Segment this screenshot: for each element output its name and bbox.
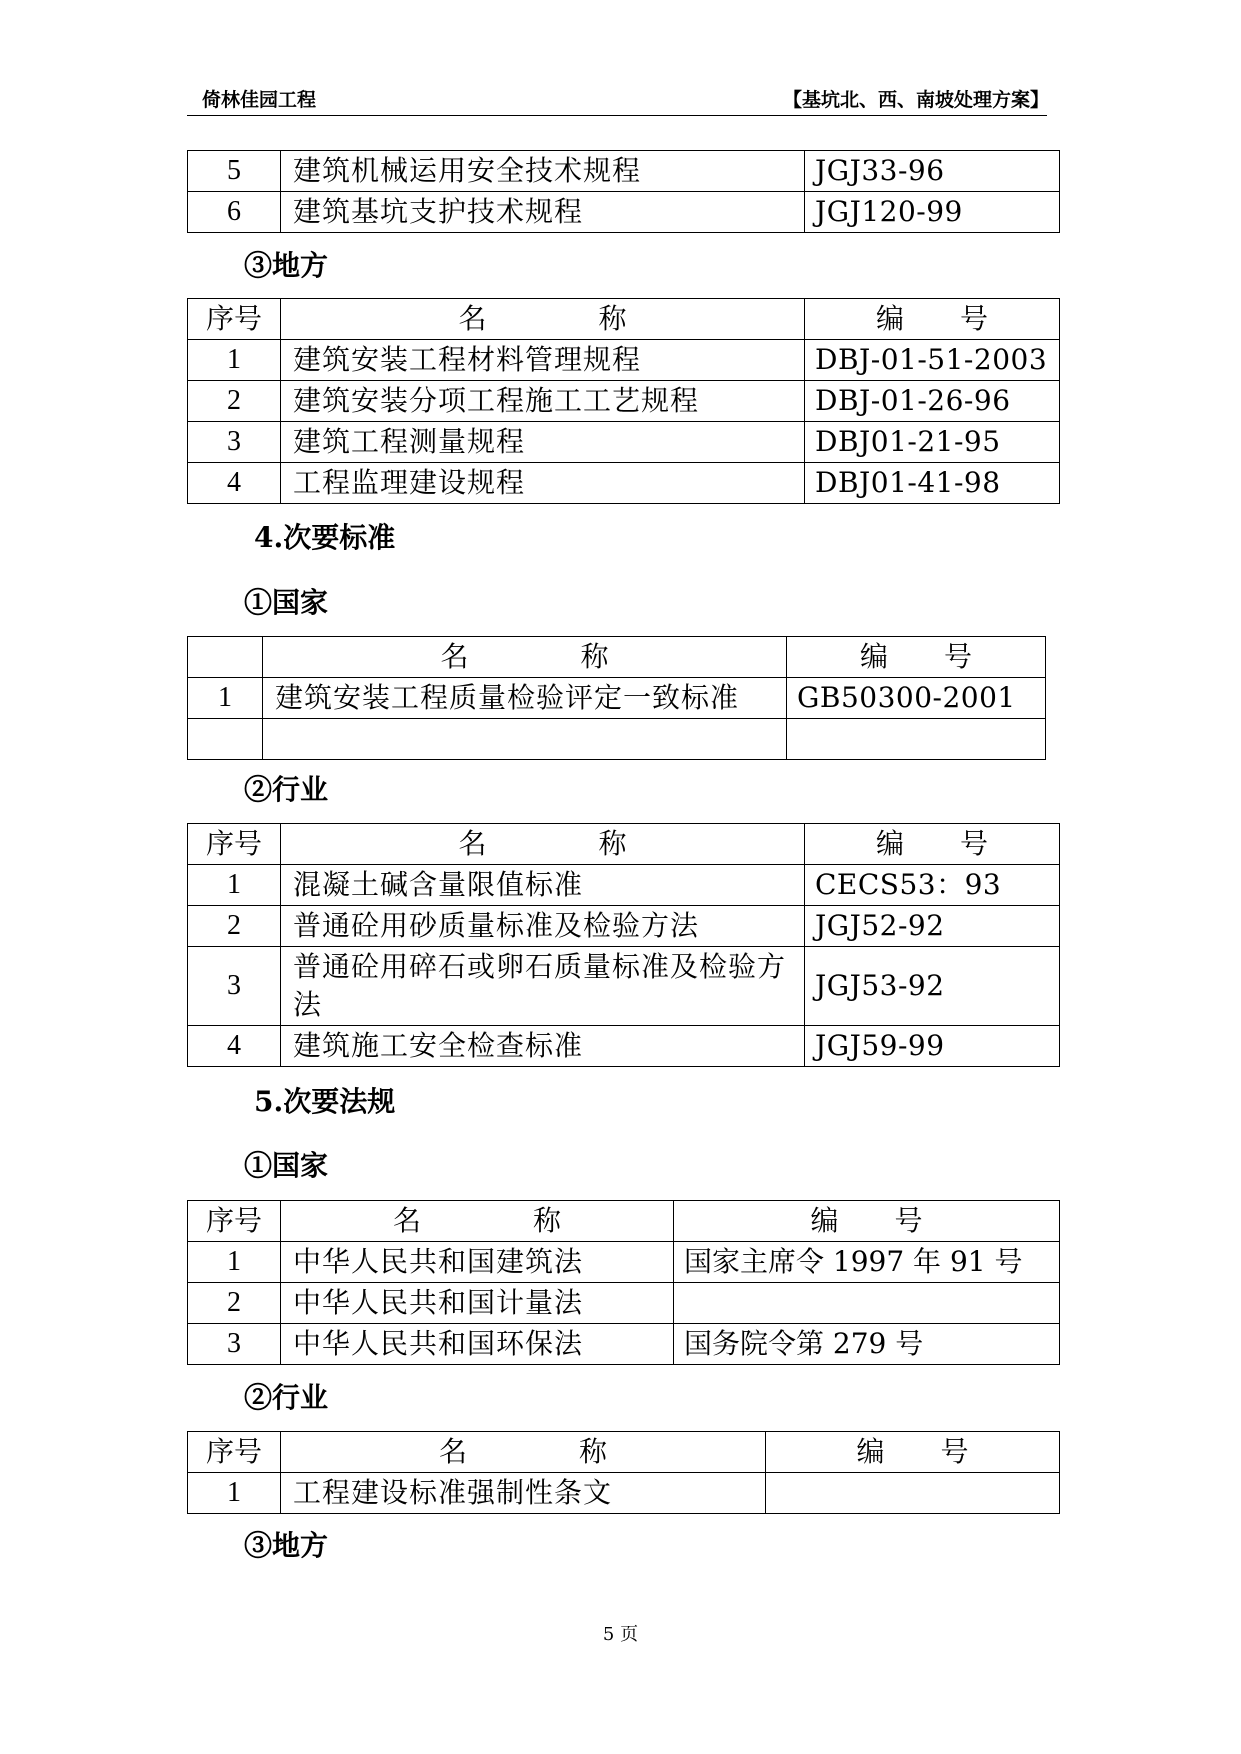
row-code: GB50300-2001 xyxy=(787,678,1046,719)
row-code xyxy=(787,719,1046,760)
header-code: 编 号 xyxy=(674,1201,1060,1242)
table-row xyxy=(188,381,1060,422)
table-row xyxy=(188,463,1060,504)
table-row xyxy=(188,1324,1060,1365)
row-name: 中华人民共和国建筑法 xyxy=(281,1242,674,1283)
industry-standards-table-continued xyxy=(187,150,1060,233)
row-code: 国家主席令 1997 年 91 号 xyxy=(674,1242,1060,1283)
table-row xyxy=(188,422,1060,463)
table-row xyxy=(188,192,1060,233)
row-name: 混凝土碱含量限值标准 xyxy=(281,865,805,906)
header-project-name: 倚林佳园工程 xyxy=(202,89,317,111)
row-code: JGJ59-99 xyxy=(805,1026,1060,1067)
table-row xyxy=(188,340,1060,381)
header-name: 名 称 xyxy=(281,824,805,865)
secondary-national-standards-table xyxy=(187,636,1046,760)
row-number: 2 xyxy=(188,381,281,422)
table-row xyxy=(188,678,1046,719)
table-header-row xyxy=(188,637,1046,678)
row-code: DBJ01-21-95 xyxy=(805,422,1060,463)
row-name: 建筑机械运用安全技术规程 xyxy=(281,151,805,192)
row-code: CECS53：93 xyxy=(805,865,1060,906)
row-number: 1 xyxy=(188,340,281,381)
header-name: 名 称 xyxy=(281,1201,674,1242)
row-number: 3 xyxy=(188,947,281,1026)
section-heading-4-national: ①国家 xyxy=(244,586,329,619)
table-header-row xyxy=(188,824,1060,865)
header-number: 序号 xyxy=(188,299,281,340)
header-code: 编 号 xyxy=(766,1432,1060,1473)
local-standards-table xyxy=(187,298,1060,504)
row-name: 建筑安装工程材料管理规程 xyxy=(281,340,805,381)
row-number: 3 xyxy=(188,1324,281,1365)
table-header-row xyxy=(188,1432,1060,1473)
header-document-title: 【基坑北、西、南坡处理方案】 xyxy=(782,89,1049,111)
header-rule xyxy=(187,115,1047,116)
table-row xyxy=(188,1283,1060,1324)
table-row xyxy=(188,1242,1060,1283)
table-row xyxy=(188,719,1046,760)
row-code: DBJ01-41-98 xyxy=(805,463,1060,504)
row-code: DBJ-01-26-96 xyxy=(805,381,1060,422)
row-number xyxy=(188,719,263,760)
row-number: 2 xyxy=(188,1283,281,1324)
table-header-row xyxy=(188,299,1060,340)
header-code: 编 号 xyxy=(805,824,1060,865)
row-code: JGJ33-96 xyxy=(805,151,1060,192)
header-name: 名 称 xyxy=(263,637,787,678)
table-row xyxy=(188,1473,1060,1514)
row-number: 2 xyxy=(188,906,281,947)
secondary-industry-regulations-table xyxy=(187,1431,1060,1514)
row-code: JGJ120-99 xyxy=(805,192,1060,233)
section-heading-4-industry: ②行业 xyxy=(244,773,329,806)
row-name: 普通砼用砂质量标准及检验方法 xyxy=(281,906,805,947)
secondary-industry-standards-table xyxy=(187,823,1060,1067)
secondary-national-regulations-table xyxy=(187,1200,1060,1365)
table-row xyxy=(188,1026,1060,1067)
row-code: 国务院令第 279 号 xyxy=(674,1324,1060,1365)
header-name: 名 称 xyxy=(281,1432,766,1473)
row-name: 普通砼用碎石或卵石质量标准及检验方法 xyxy=(281,947,805,1026)
section-heading-local: ③地方 xyxy=(244,249,329,282)
row-name: 中华人民共和国环保法 xyxy=(281,1324,674,1365)
row-name: 建筑施工安全检查标准 xyxy=(281,1026,805,1067)
row-number: 4 xyxy=(188,463,281,504)
row-name: 建筑工程测量规程 xyxy=(281,422,805,463)
row-code: JGJ52-92 xyxy=(805,906,1060,947)
section-heading-5-industry: ②行业 xyxy=(244,1381,329,1414)
row-name: 建筑基坑支护技术规程 xyxy=(281,192,805,233)
header-number xyxy=(188,637,263,678)
row-number: 1 xyxy=(188,1242,281,1283)
row-number: 1 xyxy=(188,678,263,719)
section-heading-5-national: ①国家 xyxy=(244,1149,329,1182)
row-name: 建筑安装工程质量检验评定一致标准 xyxy=(263,678,787,719)
row-code: DBJ-01-51-2003 xyxy=(805,340,1060,381)
header-code: 编 号 xyxy=(787,637,1046,678)
row-name: 中华人民共和国计量法 xyxy=(281,1283,674,1324)
table-header-row xyxy=(188,1201,1060,1242)
table-row xyxy=(188,151,1060,192)
header-code: 编 号 xyxy=(805,299,1060,340)
row-name xyxy=(263,719,787,760)
row-number: 1 xyxy=(188,865,281,906)
row-code: JGJ53-92 xyxy=(805,947,1060,1026)
header-number: 序号 xyxy=(188,824,281,865)
header-number: 序号 xyxy=(188,1432,281,1473)
row-number: 5 xyxy=(188,151,281,192)
section-heading-5: 5.次要法规 xyxy=(254,1085,396,1118)
row-number: 3 xyxy=(188,422,281,463)
row-name: 建筑安装分项工程施工工艺规程 xyxy=(281,381,805,422)
table-row xyxy=(188,906,1060,947)
table-row xyxy=(188,947,1060,1026)
row-number: 1 xyxy=(188,1473,281,1514)
row-number: 4 xyxy=(188,1026,281,1067)
table-row xyxy=(188,865,1060,906)
section-heading-4: 4.次要标准 xyxy=(254,521,396,554)
row-code xyxy=(766,1473,1060,1514)
header-number: 序号 xyxy=(188,1201,281,1242)
page-number: 5 页 xyxy=(602,1624,639,1645)
row-name: 工程监理建设规程 xyxy=(281,463,805,504)
row-number: 6 xyxy=(188,192,281,233)
row-name: 工程建设标准强制性条文 xyxy=(281,1473,766,1514)
header-name: 名 称 xyxy=(281,299,805,340)
section-heading-5-local: ③地方 xyxy=(244,1529,329,1562)
row-code xyxy=(674,1283,1060,1324)
